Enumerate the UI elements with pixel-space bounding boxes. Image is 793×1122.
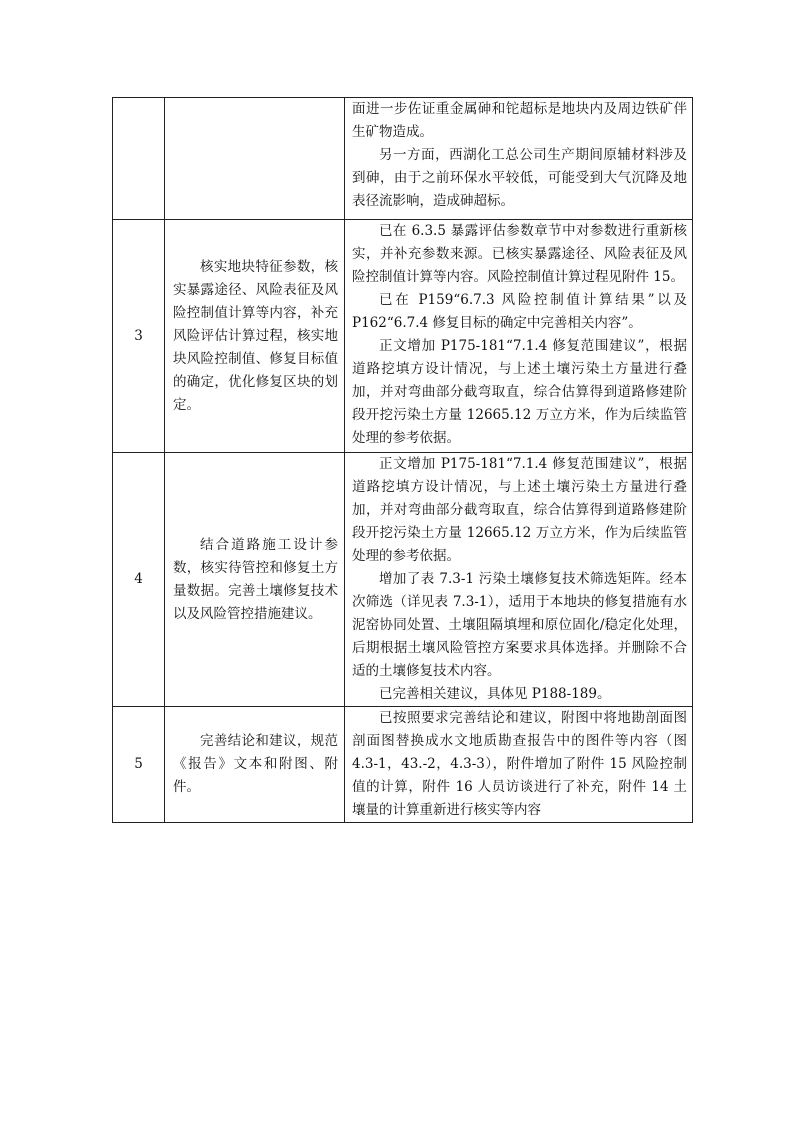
response-paragraph: 已在 6.3.5 暴露评估参数章节中对参数进行重新核实，并补充参数来源。已核实暴露途径、风险表征及风险控制值计算等内容。风险控制值计算过程见附件 15。 [352,223,687,285]
table-row [113,98,693,220]
row-number: 5 [113,707,165,823]
issue-text: 核实地块特征参数，核实暴露途径、风险表征及风险控制值计算等内容，补充风险评估计算过程，核实地块风险控制值、修复目标值的确定，优化修复区块的划定。 [173,258,338,413]
issue-cell [165,220,345,453]
issue-text: 结合道路施工设计参数，核实待管控和修复土方量数据。完善土壤修复技术以及风险管控措施建议。 [173,536,338,622]
response-paragraph: 已按照要求完善结论和建议，附图中将地勘剖面图剖面图替换成水文地质勘查报告中的图件等内容（图 4.3-1，43.-2，4.3-3），附件增加了附件 15 风险控制值的计算，附件 16 人员访谈进行了补充，附件 14 土壤量的计算重新进行核实等内容 [352,710,687,818]
review-response-table [112,97,693,823]
table-row [113,453,693,707]
row-number: 4 [113,453,165,707]
issue-cell [165,707,345,823]
response-paragraph: 面进一步佐证重金属砷和铊超标是地块内及周边铁矿伴生矿物造成。 [352,101,687,140]
row-number [113,98,165,220]
response-paragraph: 另一方面，西湖化工总公司生产期间原辅材料涉及到砷，由于之前环保水平较低，可能受到大气沉降及地表径流影响，造成砷超标。 [352,147,687,209]
response-cell [345,220,693,453]
response-paragraph: 已完善相关建议，具体见 P188-189。 [379,686,611,702]
issue-text: 完善结论和建议，规范《报告》文本和附图、附件。 [173,733,338,795]
response-cell [345,707,693,823]
response-paragraph: 已在 P159“6.7.3 风险控制值计算结果”以及 P162“6.7.4 修复目标的确定中完善相关内容”。 [352,292,687,331]
response-paragraph: 正文增加 P175-181“7.1.4 修复范围建议”，根据道路挖填方设计情况，与上述土壤污染土方量进行叠加，并对弯曲部分截弯取直，综合估算得到道路修建阶段开挖污染土方量 12665.12 万立方米，作为后续监管处理的参考依据。 [352,338,687,446]
response-cell [345,453,693,707]
table-row [113,707,693,823]
row-number: 3 [113,220,165,453]
response-cell [345,98,693,220]
response-paragraph: 正文增加 P175-181“7.1.4 修复范围建议”，根据道路挖填方设计情况，与上述土壤污染土方量进行叠加，并对弯曲部分截弯取直，综合估算得到道路修建阶段开挖污染土方量 12665.12 万立方米，作为后续监管处理的参考依据。 [352,456,687,564]
table-row [113,220,693,453]
issue-cell [165,453,345,707]
issue-cell [165,98,345,220]
response-paragraph: 增加了表 7.3-1 污染土壤修复技术筛选矩阵。经本次筛选（详见表 7.3-1），适用于本地块的修复措施有水泥窑协同处置、土壤阻隔填埋和原位固化/稳定化处理，后期根据土壤风险管控方案要求具体选择。并删除不合适的土壤修复技术内容。 [352,571,687,679]
